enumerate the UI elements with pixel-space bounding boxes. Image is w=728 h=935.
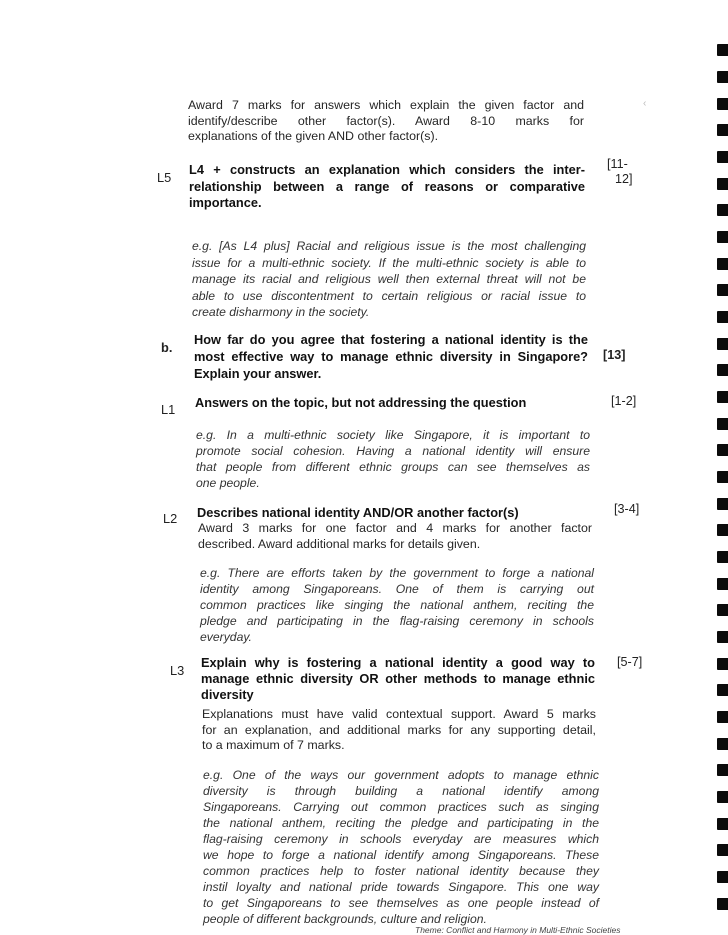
binding-hole — [717, 764, 728, 776]
question-b-text — [194, 331, 588, 382]
binding-hole — [717, 311, 728, 323]
binding-hole — [717, 898, 728, 910]
text-line: Explain why is fostering a national identity a good way to — [201, 655, 595, 670]
text-line: Award 7 marks for answers which explain the given factor and — [188, 98, 584, 112]
binding-hole — [717, 258, 728, 270]
text-line: e.g. There are efforts taken by the government to forge a national — [200, 566, 594, 580]
binding-hole — [717, 471, 728, 483]
binding-hole — [717, 844, 728, 856]
binding-hole — [717, 498, 728, 510]
level-label-l5: L5 — [157, 170, 172, 185]
text-line: e.g. [As L4 plus] Racial and religious issue is the most challenging — [192, 239, 586, 253]
stray-mark: ‹ — [643, 98, 647, 109]
binding-hole — [717, 391, 728, 403]
binding-hole — [717, 204, 728, 216]
binding-hole — [717, 711, 728, 723]
text-line: flag-raising ceremony in schools everyday are measures which — [203, 832, 599, 846]
level-label-l3: L3 — [170, 663, 185, 678]
spiral-binding — [714, 0, 728, 935]
l5-example — [192, 238, 586, 321]
level-label-l1: L1 — [161, 402, 176, 417]
text-line: people of different backgrounds, culture and religion. — [203, 912, 487, 926]
l1-example — [196, 427, 590, 491]
l1-marks: [1-2] — [611, 394, 637, 408]
text-line: everyday. — [200, 630, 252, 644]
text-line: relationship between a range of reasons or comparative — [189, 178, 585, 194]
l3-marks: [5-7] — [617, 655, 643, 669]
l2-body — [198, 521, 592, 552]
l2-heading: Describes national identity AND/OR another factor(s) — [197, 505, 519, 520]
binding-hole — [717, 791, 728, 803]
binding-hole — [717, 658, 728, 670]
question-b-marks: [13] — [603, 348, 626, 362]
text-line: Award 3 marks for one factor and 4 marks for another factor — [198, 521, 592, 535]
binding-hole — [717, 604, 728, 616]
binding-hole — [717, 578, 728, 590]
l2-marks: [3-4] — [614, 502, 640, 516]
text-line: common practices like singing the national anthem, reciting the — [200, 598, 594, 612]
text-line: Explanations must have valid contextual support. Award 5 marks — [202, 707, 596, 721]
l3-heading — [201, 655, 595, 703]
text-line: issue for a multi-ethnic society. If the multi-ethnic society is able to — [192, 255, 586, 270]
text-line: identity among Singaporeans. One of them is carrying out — [200, 582, 594, 596]
text-line: diversity — [201, 687, 254, 702]
text-line: Singaporeans. Carrying out common practices such as singing — [203, 800, 599, 814]
text-line: we hope to forge a national identify among Singaporeans. These — [203, 848, 599, 862]
page-footer: Theme: Conflict and Harmony in Multi-Ethnic Societies — [415, 925, 621, 935]
text-line: that people from different ethnic groups can see themselves as — [196, 460, 590, 474]
binding-hole — [717, 98, 728, 110]
text-line: able to use discontentment to certain religious or racial issue to — [192, 288, 586, 303]
level-label-l2: L2 — [163, 511, 178, 526]
binding-hole — [717, 71, 728, 83]
binding-hole — [717, 444, 728, 456]
marks-line: 12] — [615, 172, 633, 186]
binding-hole — [717, 124, 728, 136]
text-line: pledge and participating in the flag-raising ceremony in schools — [200, 614, 594, 628]
l1-heading: Answers on the topic, but not addressing the question — [195, 395, 527, 410]
binding-hole — [717, 178, 728, 190]
text-line: described. Award additional marks for details given. — [198, 536, 481, 551]
binding-hole — [717, 284, 728, 296]
text-line: Explain your answer. — [194, 366, 322, 381]
binding-hole — [717, 44, 728, 56]
text-line: to get Singaporeans to see themselves as one people instead of — [203, 896, 599, 910]
binding-hole — [717, 338, 728, 350]
text-line: promote social cohesion. Having a national identity will ensure — [196, 444, 590, 458]
binding-hole — [717, 684, 728, 696]
binding-hole — [717, 524, 728, 536]
l5-descriptor — [189, 162, 585, 212]
binding-hole — [717, 418, 728, 430]
text-line: to a maximum of 7 marks. — [202, 738, 345, 752]
top-paragraph — [188, 98, 584, 145]
binding-hole — [717, 738, 728, 750]
text-line: explanations of the given AND other factor(s). — [188, 129, 439, 143]
marks-line: [11- — [607, 157, 628, 171]
text-line: common practices help to foster national identity because they — [203, 864, 599, 878]
text-line: L4 + constructs an explanation which considers the inter- — [189, 162, 585, 177]
l3-example — [203, 767, 599, 927]
text-line: e.g. In a multi-ethnic society like Singapore, it is important to — [196, 428, 590, 442]
binding-hole — [717, 151, 728, 163]
text-line: the national anthem, reciting the pledge and participating in the — [203, 816, 599, 830]
text-line: for an explanation, and additional marks for any supporting detail, — [202, 722, 596, 737]
text-line: manage ethnic diversity OR other methods to manage ethnic — [201, 671, 595, 686]
binding-hole — [717, 364, 728, 376]
text-line: manage its racial and religious well then external threat will not be — [192, 272, 586, 286]
l2-example — [200, 565, 594, 645]
text-line: one people. — [196, 476, 260, 490]
text-line: How far do you agree that fostering a national identity is the — [194, 332, 588, 347]
text-line: importance. — [189, 195, 262, 210]
binding-hole — [717, 818, 728, 830]
binding-hole — [717, 631, 728, 643]
text-line: instil loyalty and national pride towards Singapore. This one way — [203, 880, 599, 894]
text-line: identify/describe other factor(s). Award 8-10 marks for — [188, 113, 584, 128]
binding-hole — [717, 231, 728, 243]
binding-hole — [717, 871, 728, 883]
text-line: e.g. One of the ways our government adopts to manage ethnic — [203, 768, 599, 782]
binding-hole — [717, 551, 728, 563]
question-label-b: b. — [161, 340, 173, 355]
text-line: most effective way to manage ethnic diversity in Singapore? — [194, 349, 588, 364]
l5-marks — [607, 157, 633, 187]
l3-body — [202, 707, 596, 754]
text-line: diversity is through building a national identify among — [203, 784, 599, 798]
text-line: create disharmony in the society. — [192, 305, 370, 319]
